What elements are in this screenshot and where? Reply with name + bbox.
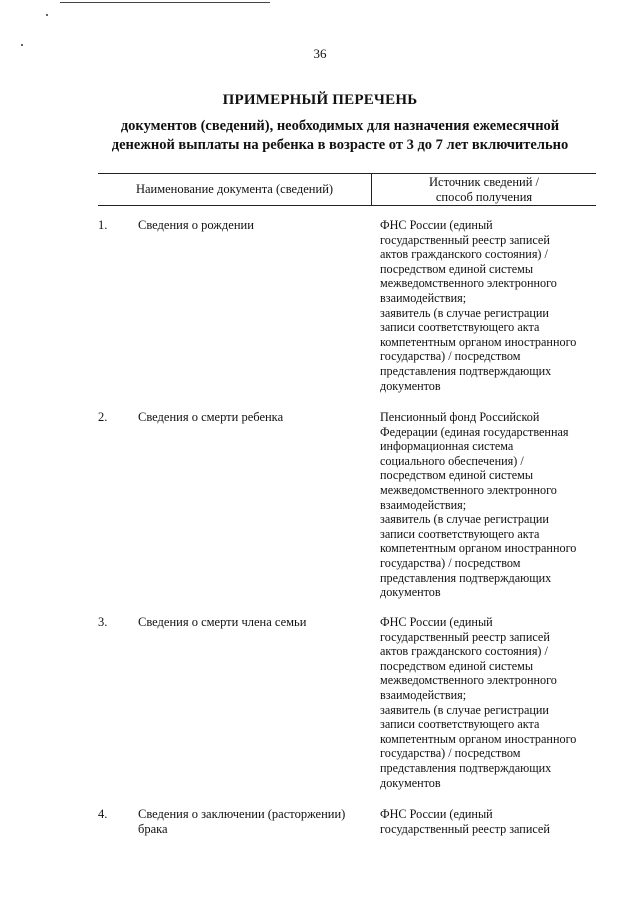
row-source-line: государственный реестр записей: [380, 629, 550, 644]
scan-speck: [46, 14, 48, 16]
row-source-line: представления подтверждающих: [380, 760, 552, 775]
row-source-line: заявитель (в случае регистрации: [380, 702, 549, 717]
row-source-line: взаимодействия;: [380, 290, 467, 305]
row-source-line: посредством единой системы: [380, 261, 534, 276]
row-source-line: государства) / посредством: [380, 746, 521, 761]
row-source-line: документов: [380, 775, 441, 790]
subtitle-line-2: денежной выплаты на ребенка в возрасте от 3 до 7 лет включительно: [111, 137, 569, 153]
row-source-line: актов гражданского состояния) /: [380, 644, 548, 659]
scan-artifact-line: [60, 2, 270, 3]
row-source-line: межведомственного электронного: [380, 482, 557, 497]
document-subtitle: [100, 117, 580, 155]
row-source-line: государственный реестр записей: [380, 232, 550, 247]
row-source-line: государства) / посредством: [380, 349, 521, 364]
row-source-line: социального обеспечения) /: [380, 453, 524, 468]
row-source-line: компетентным органом иностранного: [380, 541, 577, 556]
row-source: [380, 615, 602, 790]
row-source-line: ФНС России (единый: [380, 615, 493, 629]
row-number: 1.: [98, 218, 108, 232]
row-source-line: записи соответствующего акта: [380, 717, 540, 732]
row-source: [380, 807, 602, 836]
row-source-line: посредством единой системы: [380, 468, 534, 483]
header-document-name: Наименование документа (сведений): [135, 182, 334, 196]
row-source-line: Пенсионный фонд Российской: [380, 410, 540, 424]
row-source-line: представления подтверждающих: [380, 570, 552, 585]
subtitle-line-1: документов (сведений), необходимых для назначения ежемесячной: [120, 118, 560, 134]
row-number: 4.: [98, 807, 108, 821]
row-source-line: документов: [380, 378, 441, 393]
row-source-line: ФНС России (единый: [380, 218, 493, 232]
row-source-line: документов: [380, 585, 441, 600]
row-source-line: компетентным органом иностранного: [380, 731, 577, 746]
row-number: 3.: [98, 615, 108, 629]
row-source-line: информационная система: [380, 439, 514, 454]
row-source: [380, 410, 602, 600]
row-source-line: межведомственного электронного: [380, 276, 557, 291]
header-source: [372, 175, 596, 205]
row-source: [380, 218, 602, 393]
row-source-line: Федерации (единая государственная: [380, 424, 569, 439]
header-source-line-1: Источник сведений /: [429, 175, 539, 189]
row-document-name: Сведения о рождении: [138, 218, 254, 232]
row-source-line: заявитель (в случае регистрации: [380, 512, 549, 527]
header-source-line-2: способ получения: [435, 190, 533, 204]
document-title: ПРИМЕРНЫЙ ПЕРЕЧЕНЬ: [222, 92, 418, 108]
row-source-line: государственный реестр записей: [380, 821, 550, 836]
row-number: 2.: [98, 410, 108, 424]
row-source-line: актов гражданского состояния) /: [380, 247, 548, 262]
row-source-line: межведомственного электронного: [380, 673, 557, 688]
row-source-line: ФНС России (единый: [380, 807, 493, 821]
row-source-line: записи соответствующего акта: [380, 320, 540, 335]
row-source-line: компетентным органом иностранного: [380, 334, 577, 349]
row-source-line: записи соответствующего акта: [380, 526, 540, 541]
row-document-name: Сведения о смерти ребенка: [138, 410, 284, 424]
row-source-line: взаимодействия;: [380, 497, 467, 512]
row-document-name: Сведения о заключении (расторжении) брака: [138, 807, 346, 836]
row-source-line: посредством единой системы: [380, 658, 534, 673]
row-source-line: заявитель (в случае регистрации: [380, 305, 549, 320]
row-document-name: Сведения о смерти члена семьи: [138, 615, 307, 629]
row-source-line: взаимодействия;: [380, 687, 467, 702]
page-number: 36: [313, 46, 327, 61]
table-header: [98, 173, 596, 206]
row-source-line: государства) / посредством: [380, 555, 521, 570]
row-source-line: представления подтверждающих: [380, 363, 552, 378]
